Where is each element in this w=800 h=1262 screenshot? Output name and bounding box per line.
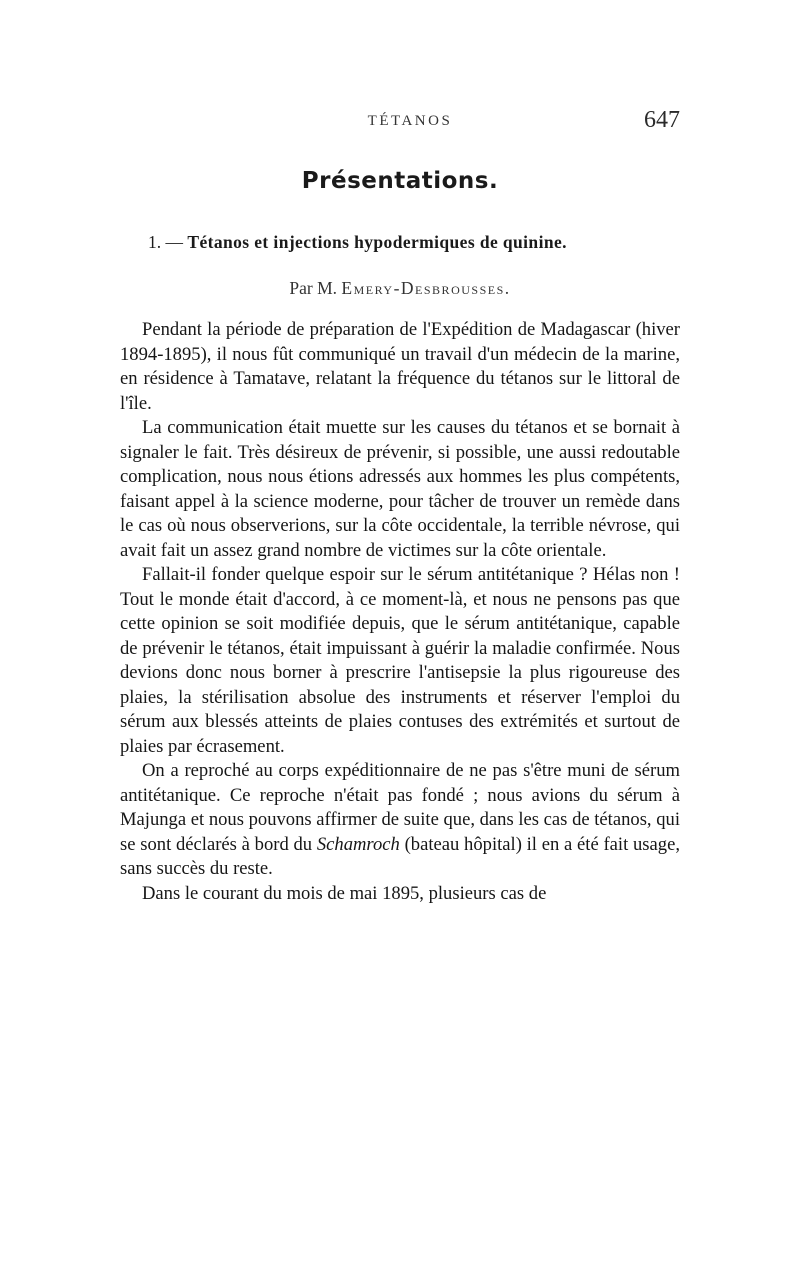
byline-author: Emery-Desbrousses. — [341, 278, 511, 298]
article-title-text: Tétanos et injections hypodermiques de quinine. — [187, 232, 567, 252]
paragraph: Fallait-il fonder quelque espoir sur le sérum antitétanique ? Hélas non ! Tout le monde était d'accord, à ce moment-là, et nous ne pensons pas que cette opinion se soit modifiée depuis, que le sérum antitétanique, capable de prévenir le tétanos, était impuissant à guérir la maladie confirmée. Nous devions donc nous borner à prescrire l'antisepsie la plus rigoureuse des plaies, la stérilisation absolue des instruments et réserver l'emploi du sérum aux blessés atteints de plaies contuses des extrémités et surtout de plaies par écrasement. — [120, 564, 680, 757]
body-text — [120, 318, 680, 906]
paragraph: Pendant la période de préparation de l'Expédition de Madagascar (hiver 1894-1895), il nous fût communiqué un travail d'un médecin de la marine, en résidence à Tamatave, relatant la fréquence du tétanos sur le littoral de l'île. — [120, 319, 680, 414]
byline — [0, 278, 800, 299]
paragraph: Dans le courant du mois de mai 1895, plusieurs cas de — [142, 882, 547, 904]
byline-prefix: Par M. — [289, 278, 338, 298]
paragraph: La communication était muette sur les causes du tétanos et se bornait à signaler le fait. Très désireux de prévenir, si possible, une aussi redoutable complication, nous nous étions adressés aux hommes les plus compétents, faisant appel à la science moderne, pour tâcher de trouver un remède dans le cas où nous observerions, sur la côte occidentale, la terrible névrose, qui avait fait un assez grand nombre de victimes sur la côte orientale. — [120, 417, 680, 561]
ship-name: Schamroch — [316, 833, 400, 855]
article-title — [148, 232, 688, 253]
paragraph-text: On a reproché au corps expéditionnaire de ne pas s'être muni de sérum antitétanique. Ce reproche n'était pas fondé ; nous avions du sérum à Majunga et nous pouvons affirmer de suite que, dans les cas de tétanos, qui se sont déclarés à bord du — [120, 760, 680, 855]
paragraph — [120, 759, 680, 882]
section-title: Présentations. — [301, 168, 499, 194]
paragraph-text: (bateau hôpital) il en a été fait usage, sans succès du reste. — [120, 833, 680, 879]
page-number: 647 — [644, 107, 680, 133]
article-number: 1. — — [148, 232, 183, 252]
running-title: TÉTANOS — [367, 113, 453, 129]
running-head — [0, 109, 800, 139]
